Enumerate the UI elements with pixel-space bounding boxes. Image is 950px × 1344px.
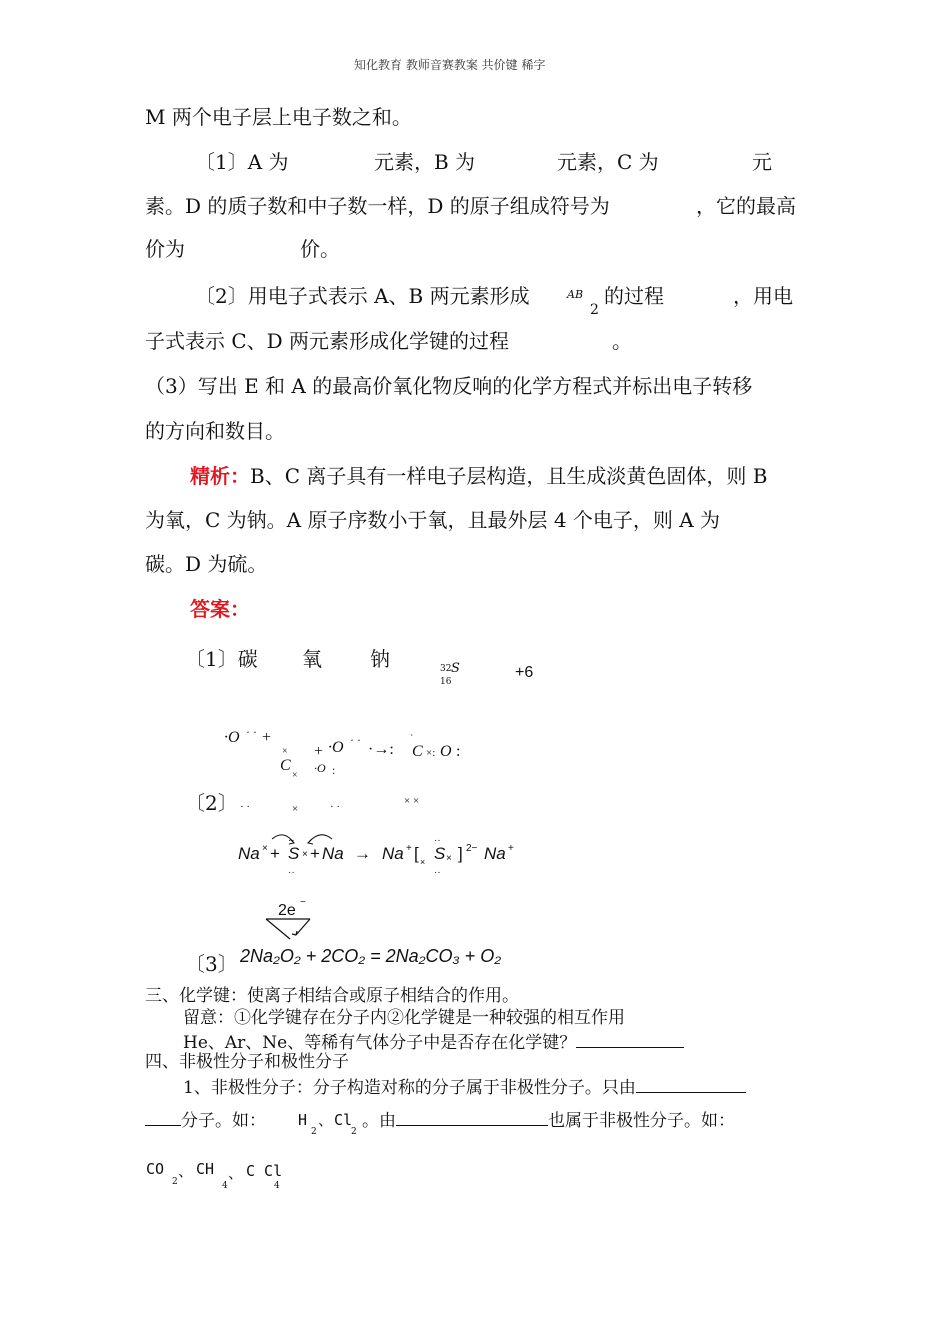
q1-part-h: 价。 [300,237,340,261]
q1-part-g: 价为 [145,237,185,261]
svg-text:+: + [406,843,412,854]
electron-transfer-label: 2e [278,902,296,919]
section-4-item-1b-text: 分子。如： [181,1111,266,1131]
answer-label: 答案： [190,597,250,621]
cl2-subscript: 2 [351,1127,357,1137]
svg-text:· ·: · · [330,801,341,813]
analysis-text-1: B、C 离子具有一样电子层构造，且生成淡黄色固体，则 B [250,464,768,488]
svg-text:· ·: · · [350,733,361,747]
svg-text:×: × [446,853,452,864]
q1-part-f: ，它的最高 [696,194,796,218]
svg-text:Na: Na [322,844,344,863]
chemical-equation: 2Na₂O₂ + 2CO₂ = 2Na₂CO₃ + O₂ [240,946,502,966]
svg-text:·O: ·O [328,739,344,756]
svg-text:· ·: · · [246,725,257,739]
analysis-label: 精析： [190,464,250,488]
svg-text:+: + [262,729,272,746]
separator: 、 [228,1164,244,1182]
answer-1-carbon: 〔1〕碳 [185,647,258,671]
svg-text:··: ·· [434,867,441,878]
svg-text:··: ·· [288,867,295,878]
answer-2-label: 〔2〕 [185,791,238,815]
q2-part-e: 。 [612,329,632,353]
section-4-item-1-cont [145,1109,266,1131]
ch4-subscript: 4 [222,1181,228,1191]
answer-blank[interactable] [145,1109,181,1126]
svg-text:×:: ×: [426,747,436,759]
svg-text:··: ·· [434,835,441,846]
svg-text::: : [456,743,461,760]
q2-part-c: ，用电 [733,284,793,308]
page-header: 知化教育 教师音赛教案 共价键 稀字 [354,58,546,72]
co2-formula: CO [146,1160,165,1178]
answer-3-label: 〔3〕 [185,952,238,976]
svg-text:·→:: ·→: [368,741,394,758]
analysis-line-3: 碳。D 为硫。 [145,552,268,576]
svg-text:· ·: · · [240,801,251,813]
svg-text:C: C [280,757,291,774]
valence: +6 [515,664,534,681]
q2-formula-subscript: 2 [590,302,599,318]
q3-line-1: （3）写出 E 和 A 的最高价氧化物反响的化学方程式并标出电子转移 [145,374,753,398]
section-4-mid-text: 。由 [362,1111,396,1131]
co2-subscript: 2 [172,1177,178,1187]
svg-text:··: ·· [288,835,295,846]
analysis-line-2: 为氧，C 为钠。A 原子序数小于氧，且最外层 4 个电子，则 A 为 [145,508,721,532]
section-4-item-1-text: 1、非极性分子：分子构造对称的分子属于非极性分子。只由 [183,1078,636,1098]
answer-blank[interactable] [396,1109,548,1126]
answer-blank[interactable] [636,1076,746,1093]
q2-part-a: 〔2〕用电子式表示 A、B 两元素形成 [195,284,530,308]
q1-part-e: 素。D 的质子数和中子数一样，D 的原子组成符号为 [145,194,610,218]
q3-line-2: 的方向和数目。 [145,419,285,443]
answer-blank[interactable] [576,1031,684,1048]
separator: 、 [178,1162,194,1180]
svg-text:+: + [508,843,514,854]
svg-text:S: S [434,844,446,863]
h2-subscript: 2 [311,1127,317,1137]
text-line: M 两个电子层上电子数之和。 [145,105,412,129]
section-3-question-text: He、Ar、Ne、等稀有气体分子中是否存在化学键？ [183,1033,577,1053]
svg-text:·O: ·O [314,761,326,775]
section-4-item-1 [183,1076,746,1098]
q1-part-d: 元 [752,150,772,174]
svg-text:×: × [262,843,268,854]
svg-text:−: − [300,897,306,908]
svg-text:×: × [282,746,288,757]
electron-transfer-arrow [262,893,322,943]
ccl4-subscript: 4 [274,1181,280,1191]
svg-text:× ×: × × [404,795,420,807]
ch4-formula: CH [196,1160,215,1178]
cl2-formula: Cl [334,1111,353,1129]
svg-text:C: C [412,743,423,760]
svg-text:]: ] [458,844,463,863]
svg-text:Na: Na [382,844,404,863]
q2-part-d: 子式表示 C、D 两元素形成化学键的过程 [145,329,510,353]
q1-part-c: 元素，C 为 [557,150,659,174]
ccl4-formula: C Cl [246,1162,283,1180]
section-3-title: 三、化学键：使离子相结合或原子相结合的作用。 [145,986,519,1006]
svg-text:O: O [440,743,452,760]
svg-text:[: [ [414,844,419,863]
svg-text:Na: Na [484,844,506,863]
svg-text:×: × [420,857,426,867]
svg-text:×: × [292,770,298,781]
section-4-mid [362,1109,735,1131]
answer-1-oxygen: 氧 [302,647,322,671]
section-4-title: 四、非极性分子和极性分子 [145,1052,349,1072]
analysis-line-1 [190,465,767,487]
q1-part-b: 元素，B 为 [374,150,476,174]
svg-text:+: + [314,743,324,760]
svg-text:2−: 2− [466,843,478,854]
sulfur-symbol: S [451,661,460,676]
svg-text::: : [332,763,336,777]
svg-text:·O: ·O [224,729,240,746]
q1-part-a: 〔1〕A 为 [195,150,289,174]
svg-text:+: + [270,844,280,863]
svg-text:+: + [310,844,320,863]
h2-formula: H [298,1111,308,1129]
answer-1-sodium: 钠 [370,647,390,671]
section-3-note: 留意：①化学键存在分子内②化学键是一种较强的相互作用 [183,1008,625,1028]
separator: 、 [318,1111,334,1129]
na2s-formation-diagram [230,805,530,885]
q2-part-b: 的过程 [604,284,664,308]
section-3-question [183,1031,684,1053]
mass-number: 32 [440,664,452,674]
section-4-tail-text: 也属于非极性分子。如： [548,1111,735,1131]
atomic-number: 16 [440,677,452,687]
svg-text:S: S [288,844,300,863]
svg-text:×: × [292,803,299,815]
q2-formula: AB [567,288,584,301]
svg-text:`: ` [410,734,414,745]
svg-text:Na: Na [238,844,260,863]
svg-text:×: × [302,849,308,860]
svg-text:→: → [354,844,371,863]
